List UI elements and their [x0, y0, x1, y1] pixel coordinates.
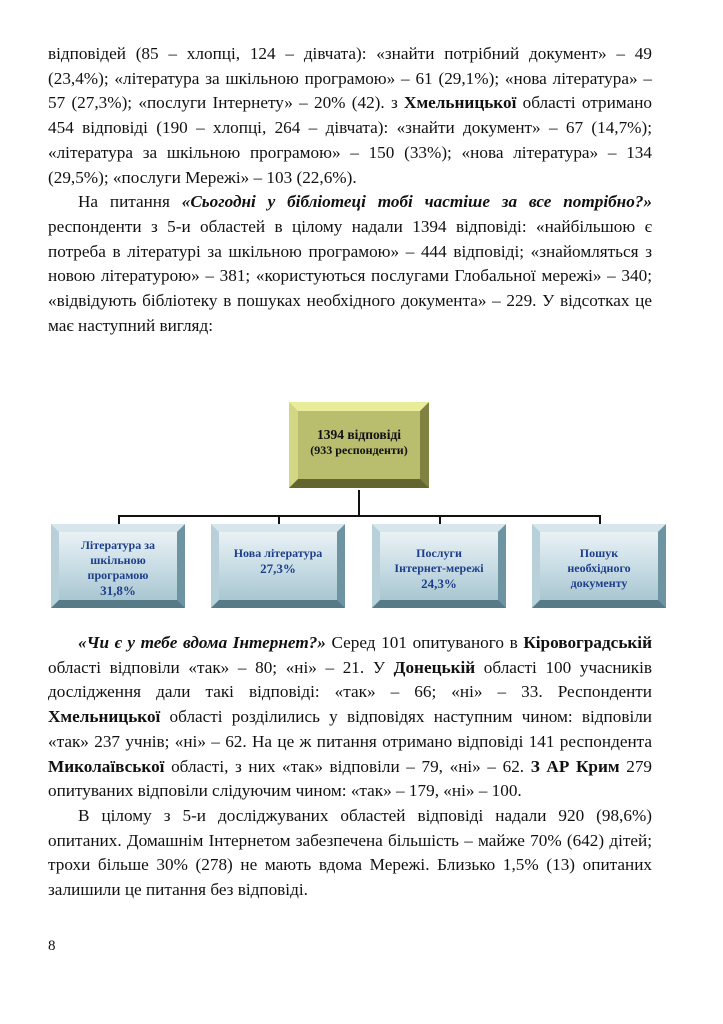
paragraph-3-text-c: області 100 учасників дослідження дали такі відповіді: «так» – 66; «ні» – 33. Респонденти [48, 657, 652, 702]
box-3-line-2: Інтернет-мережі [394, 561, 484, 575]
chart-box-internet-services [372, 524, 506, 608]
paragraph-1-text-a: відповідей (85 – хлопці, 124 – дівчата): «знайти потрібний документ» – 49 (23,4%); «література за шкільною програмою» – 61 (29,1%); «нова література» – 57 (27,3%); «послуги Інтернету» – 20% (42). з [48, 44, 652, 113]
page-number: 8 [48, 938, 56, 954]
paragraph-3-text-a: Серед 101 опитуваного в [325, 633, 524, 652]
paragraph-2-text-a: На питання [78, 192, 182, 212]
box-4-line-2: необхідного [567, 561, 631, 575]
region-khmelnytska: Хмельницької [404, 93, 517, 113]
region-kirovohradska: Кіровоградській [523, 633, 652, 652]
box-1-line-2: шкільною [90, 553, 146, 567]
region-mykolaivska: Миколаївської [48, 756, 165, 776]
box-1-line-3: програмою [87, 568, 149, 582]
paragraph-3 [48, 631, 652, 804]
chart-box-document-search [532, 524, 666, 608]
chart-box-school-literature [51, 524, 185, 608]
chart-root-title: 1394 відповіді [316, 427, 402, 442]
box-4-line-3: документу [570, 576, 628, 590]
paragraph-2 [48, 190, 652, 338]
question-library-needs: «Сьогодні у бібліотеці тобі частіше за все потрібно?» [181, 192, 653, 212]
region-khmelnytska-2: Хмельницької [48, 707, 161, 727]
paragraph-3-text-f: 279 опитуваних відповіли слідуючим чином: «так» – 179, «ні» – 100. [48, 756, 652, 801]
paragraph-2-text-b: респонденти з 5-и областей в цілому надали 1394 відповіді: «найбільшою є потреба в літературі за шкільною програмою» – 444 відповіді; «знайомляться з новою літературою» – 381; «користуються послугами Глобальної мережі» – 340; «відвідують бібліотеку в пошуках необхідного документа» – 229. У відсотках це має наступний вигляд: [48, 216, 652, 335]
paragraph-3-text-b: області відповіли «так» – 80; «ні» – 21. У [48, 657, 394, 677]
paragraph-1 [48, 42, 652, 190]
chart-root-subtitle: (933 респонденти) [310, 443, 408, 457]
chart-root-box [289, 402, 429, 488]
connector-horizontal [118, 515, 601, 517]
paragraph-3-text-e: області, з них «так» відповіли – 79, «ні» – 62. [164, 756, 531, 776]
text-block-bottom [48, 631, 652, 903]
region-donetska: Донецькій [393, 657, 476, 677]
chart-box-new-literature [211, 524, 345, 608]
paragraph-4 [48, 804, 652, 903]
region-ar-krym: З АР Крим [530, 756, 620, 776]
connector-vertical-root [358, 490, 360, 516]
box-2-value: 27,3% [260, 561, 296, 576]
box-3-line-1: Послуги [416, 546, 462, 560]
box-2-line-1: Нова література [233, 546, 323, 560]
paragraph-4-text: В цілому з 5-и досліджуваних областей відповіді надали 920 (98,6%) опитаних. Домашнім Інтернетом забезпечена більшість – майже 70% (642) дітей; трохи більше 30% (278) не мають вдома Мережі. Близько 1,5% (13) опитаних залишили це питання без відповіді. [48, 805, 652, 900]
box-1-value: 31,8% [100, 583, 136, 598]
box-1-line-1: Література за [80, 538, 156, 552]
text-block-top [48, 42, 652, 338]
box-3-value: 24,3% [421, 576, 457, 591]
paragraph-3-text-d: області розділились у відповідях наступним чином: відповіли «так» 237 учнів; «ні» – 62. На це ж питання отримано відповіді 141 респондента [48, 707, 652, 751]
paragraph-1-text-b: області отримано 454 відповіді (190 – хлопці, 264 – дівчата): «знайти документ» – 67 (14,7%); «література за шкільною програмою» – 150 (33%); «нова література» – 134 (29,5%); «послуги Мережі» – 103 (22,6%). [48, 93, 652, 187]
question-home-internet: «Чи є у тебе вдома Інтернет?» [78, 633, 326, 652]
box-4-line-1: Пошук [579, 546, 619, 560]
org-chart [0, 400, 723, 615]
